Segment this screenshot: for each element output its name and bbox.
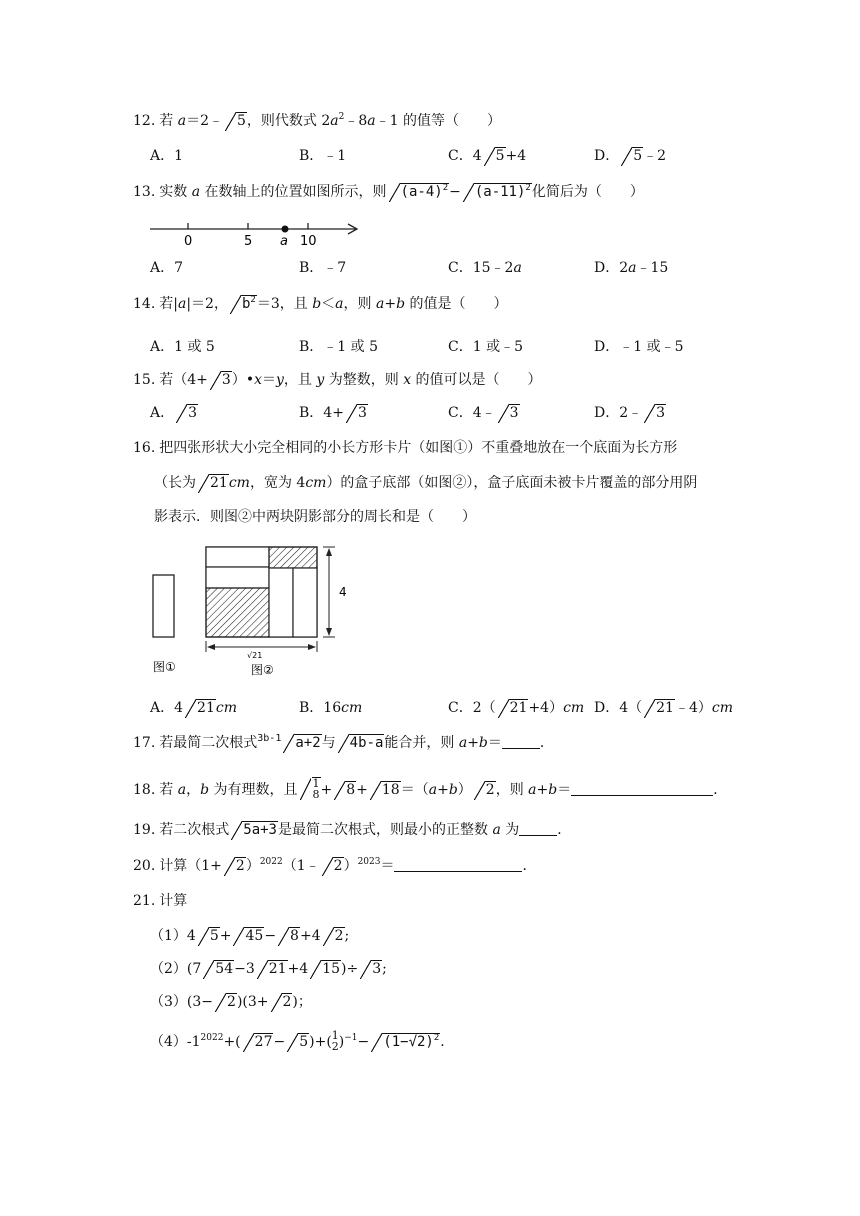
svg-text:0: 0: [184, 234, 193, 249]
q14-option-c[interactable]: C．1 或﹣5: [448, 339, 523, 355]
q13-option-b[interactable]: B．﹣7: [299, 260, 347, 276]
q16-option-d[interactable]: D．4（ 21﹣4）cm: [594, 700, 734, 716]
question-13: 13. 实数 a 在数轴上的位置如图所示，则 $(a-4)^2- (a-11)^2$化简后为（ ）: [133, 183, 644, 200]
q14-option-d[interactable]: D．﹣1 或﹣5: [594, 339, 684, 355]
q14-option-a[interactable]: A．1 或 5: [150, 339, 215, 355]
question-12: 12. 若 a＝2﹣ 5，则代数式 $2a^2﹣8a﹣1$ 的值等（ ）: [133, 112, 502, 129]
q13-option-a[interactable]: A．7: [150, 260, 184, 276]
q15-option-b[interactable]: B．4+ 3: [299, 405, 367, 421]
number-line: [146, 218, 366, 250]
q15-option-a[interactable]: A． 3: [150, 405, 198, 421]
q21-item-4: $(4)-1^{2022}+$( 27− 5)+(1 $2)^{-1}- (1-√2)^2$.: [150, 1029, 445, 1053]
question-15: 15. 若（4+ 3）•x＝y，且 y 为整数，则 x 的值可以是（ ）: [133, 372, 542, 388]
q15-option-d[interactable]: D．2﹣ 3: [594, 405, 666, 421]
rectangle-cards-figure: [145, 540, 355, 680]
question-18: 18. 若 a，b 为有理数，且 1 8+ 8+ 18＝（a+b） 2，则 a+b＝ ．: [133, 777, 728, 801]
q13-option-d[interactable]: D．2a﹣15: [594, 260, 669, 276]
question-number: 12.: [133, 113, 156, 129]
question-20: 20. 计算$(1+ 2)^{2022}(1﹣$ 2）$^{2023}$＝ ．: [133, 857, 537, 874]
q14-option-b[interactable]: B．﹣1 或 5: [299, 339, 379, 355]
question-21: 21. 计算: [133, 893, 188, 909]
q21-item-3: （3）(3− 2)(3+ 2)；: [150, 994, 312, 1010]
question-19: 19. 若二次根式 5a+3是最简二次根式，则最小的正整数 a 为 ．: [133, 822, 572, 838]
question-14: 14. 若|a|＝2， $b^2=3$，且 b＜a，则 a+b 的值是（ ）: [133, 295, 508, 312]
q12-option-c[interactable]: C．4 5+4: [448, 148, 527, 164]
question-17: 17. 若最简二次根式$^{3b-1}$ a+2与 4b-a能合并，则 a+b＝ ．: [133, 733, 554, 751]
q12-option-a[interactable]: A．1: [150, 148, 184, 164]
fig1-label: 图①: [153, 660, 176, 674]
svg-text:5: 5: [244, 234, 253, 249]
question-16-line-3: 影表示．则图②中两块阴影部分的周长和是（ ）: [154, 509, 476, 525]
svg-text:a: a: [280, 234, 288, 249]
q16-option-b[interactable]: B．16cm: [299, 700, 363, 716]
q16-option-c[interactable]: C．2（ 21+4）cm: [448, 700, 585, 716]
question-16-line-2: （长为 21cm，宽为 4cm）的盒子底部（如图②），盒子底面未被卡片覆盖的部分用阴: [154, 475, 698, 491]
question-16-line-1: 16. 把四张形状大小完全相同的小长方形卡片（如图①）不重叠地放在一个底面为长方形: [133, 440, 678, 456]
q21-item-1: （1）4 5+ 45− 8+4 2;: [150, 928, 350, 944]
q21-item-2: （2）(7 54−3 21+4 15)÷ 3;: [150, 961, 387, 977]
q15-option-c[interactable]: C．4﹣ 3: [448, 405, 519, 421]
q16-option-a[interactable]: A．4 21cm: [150, 700, 237, 716]
height-label: 4: [339, 585, 347, 599]
fig2-label: 图②: [251, 663, 274, 677]
svg-text:10: 10: [300, 234, 317, 249]
width-label: √21: [247, 651, 263, 660]
q13-option-c[interactable]: C．15﹣2a: [448, 260, 522, 276]
q12-option-d[interactable]: D． 5﹣2: [594, 148, 667, 164]
q12-option-b[interactable]: B．﹣1: [299, 148, 347, 164]
